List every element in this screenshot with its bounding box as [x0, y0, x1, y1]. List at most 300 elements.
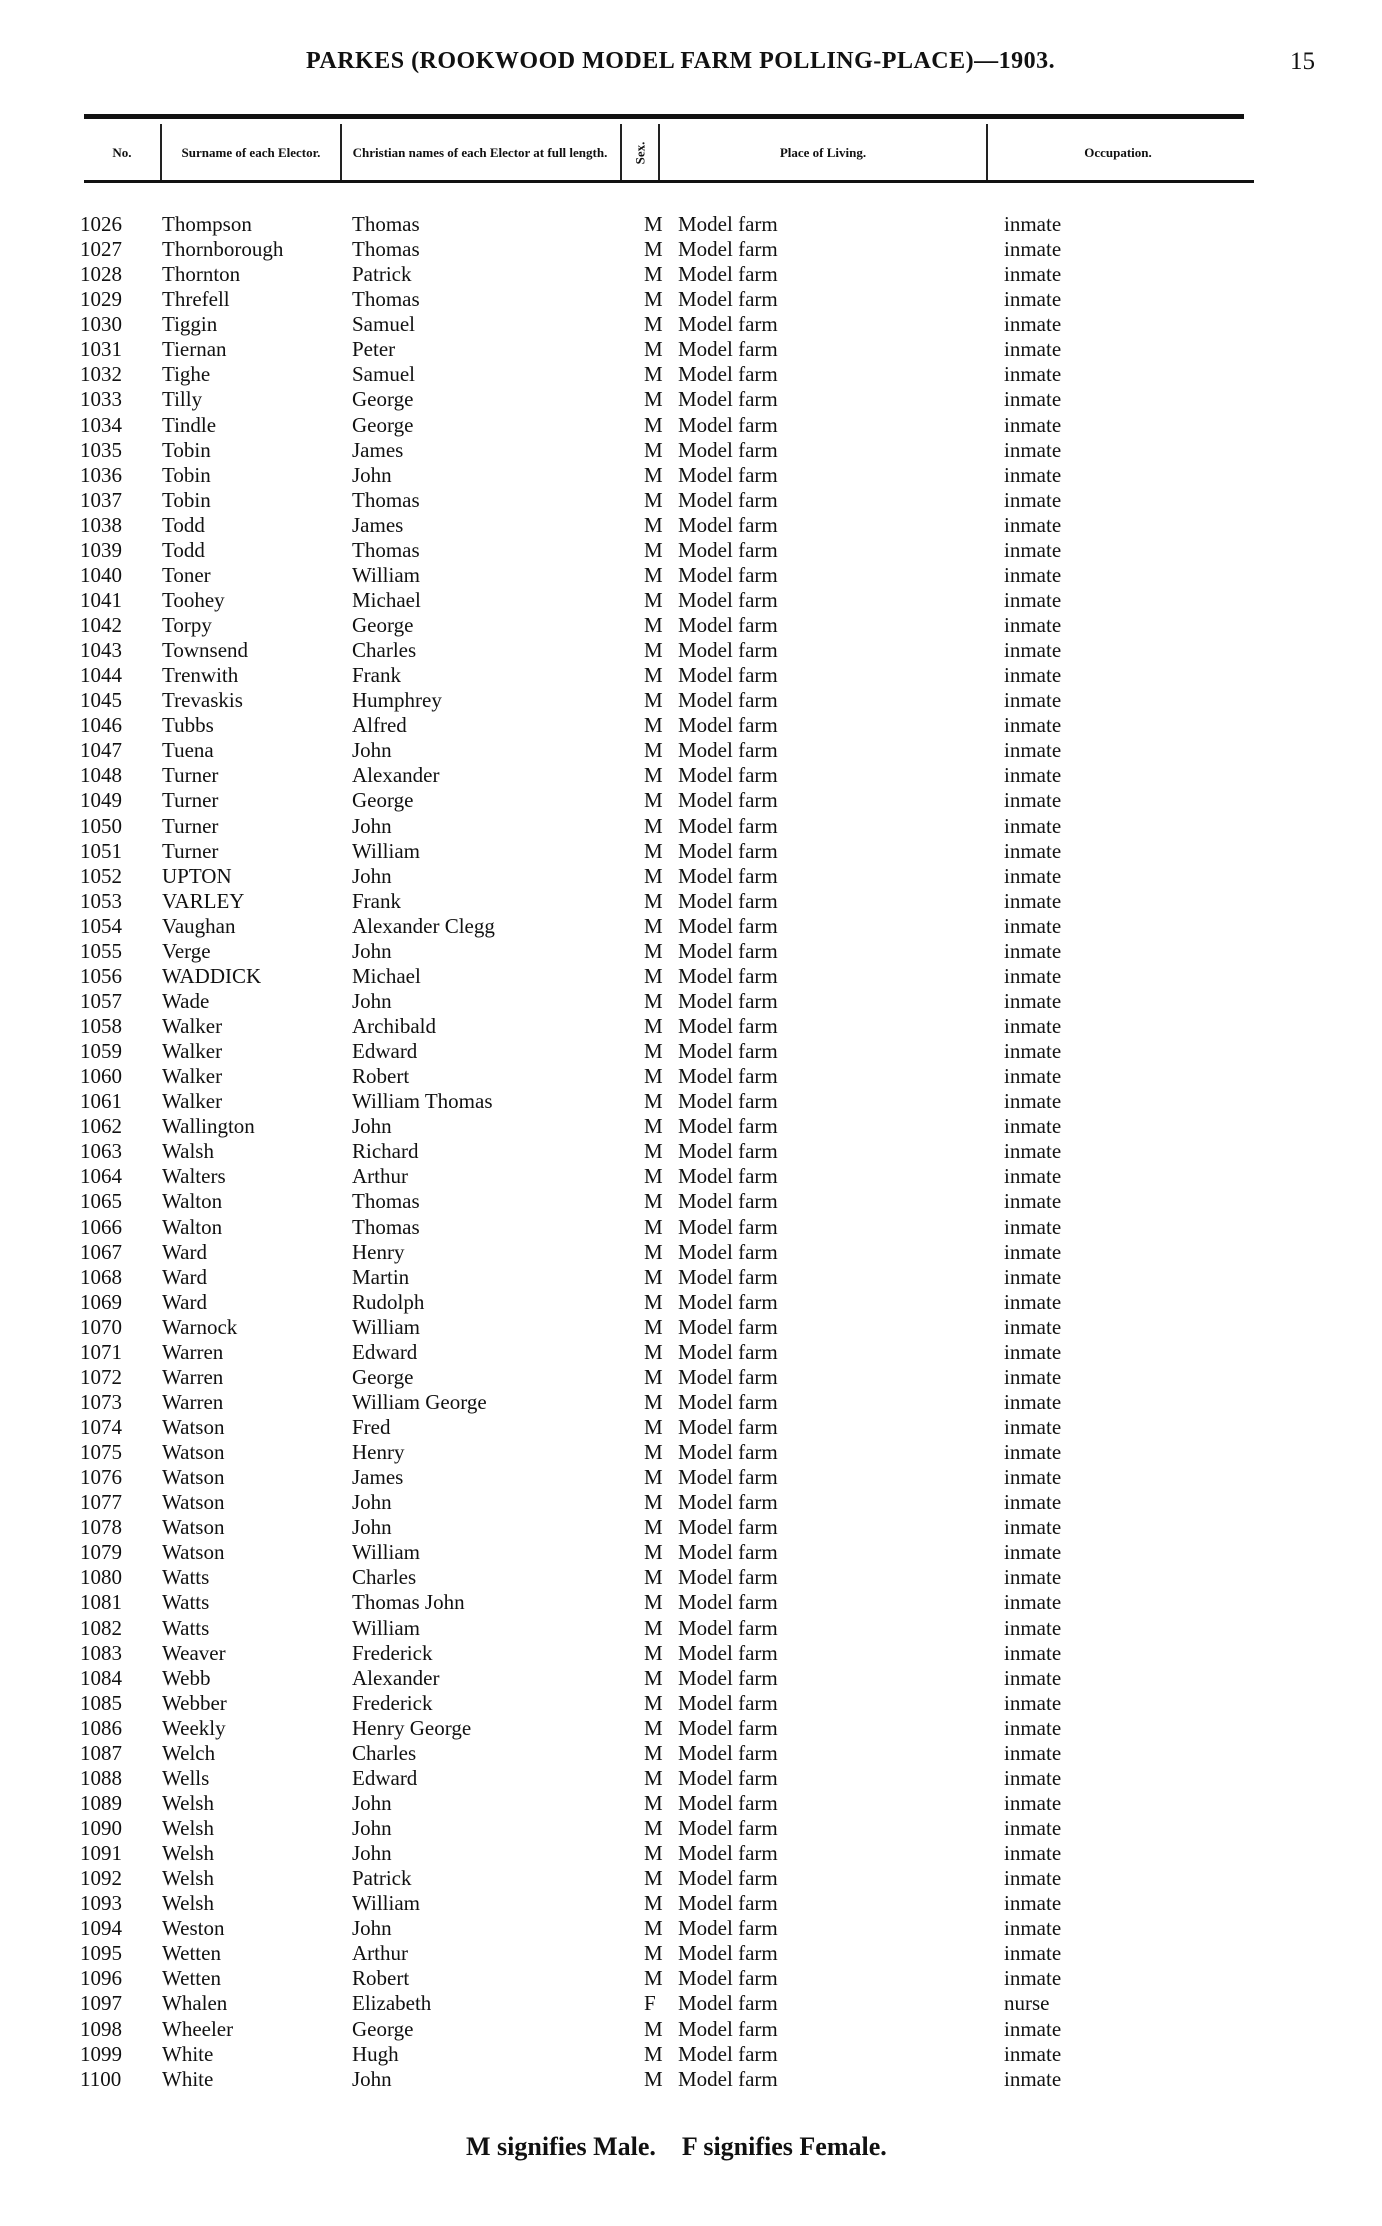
elector-place-of-living: Model farm	[678, 1064, 778, 1089]
column-header-surname: Surname of each Elector.	[181, 145, 321, 160]
elector-christian-names: William	[352, 838, 420, 863]
elector-number: 1088	[80, 1765, 122, 1790]
elector-place-of-living: Model farm	[678, 237, 778, 262]
elector-occupation: inmate	[1004, 587, 1062, 612]
table-row	[0, 237, 1382, 262]
elector-christian-names: Frederick	[352, 1690, 433, 1715]
elector-christian-names: Alexander	[352, 763, 440, 788]
elector-christian-names: John	[352, 1490, 392, 1515]
elector-occupation: inmate	[1004, 2066, 1062, 2091]
elector-number: 1048	[80, 763, 122, 788]
elector-place-of-living: Model farm	[678, 1164, 778, 1189]
elector-place-of-living: Model farm	[678, 1891, 778, 1916]
elector-christian-names: William Thomas	[352, 1089, 493, 1114]
table-row	[0, 1841, 1382, 1866]
elector-surname: Trevaskis	[162, 688, 243, 713]
elector-christian-names: John	[352, 863, 392, 888]
elector-occupation: inmate	[1004, 713, 1062, 738]
elector-surname: Tuena	[162, 738, 214, 763]
elector-number: 1030	[80, 312, 122, 337]
elector-place-of-living: Model farm	[678, 1189, 778, 1214]
elector-christian-names: Thomas	[352, 487, 420, 512]
column-header-sex	[622, 124, 658, 182]
table-row	[0, 1741, 1382, 1766]
elector-occupation: inmate	[1004, 663, 1062, 688]
elector-surname: Welsh	[162, 1841, 214, 1866]
elector-number: 1040	[80, 562, 122, 587]
elector-occupation: inmate	[1004, 1941, 1062, 1966]
elector-surname: Tiggin	[162, 312, 218, 337]
elector-number: 1037	[80, 487, 122, 512]
elector-occupation: inmate	[1004, 963, 1062, 988]
page-number: 15	[1290, 48, 1315, 75]
elector-sex: M	[644, 1765, 663, 1790]
elector-place-of-living: Model farm	[678, 462, 778, 487]
elector-place-of-living: Model farm	[678, 362, 778, 387]
elector-place-of-living: Model farm	[678, 613, 778, 637]
elector-number: 1067	[80, 1239, 122, 1264]
elector-sex: M	[644, 412, 663, 437]
elector-occupation: inmate	[1004, 1490, 1062, 1515]
elector-place-of-living: Model farm	[678, 512, 778, 537]
table-row	[0, 1816, 1382, 1841]
elector-sex: M	[644, 1139, 663, 1164]
elector-christian-names: Frank	[352, 663, 401, 688]
elector-surname: Weston	[162, 1916, 225, 1941]
elector-sex: M	[644, 562, 663, 587]
top-rule	[84, 114, 1244, 119]
elector-surname: Tobin	[162, 462, 211, 487]
elector-sex: M	[644, 212, 663, 236]
elector-surname: Watson	[162, 1465, 225, 1490]
elector-place-of-living: Model farm	[678, 888, 778, 913]
elector-number: 1091	[80, 1841, 122, 1866]
elector-place-of-living: Model farm	[678, 1740, 778, 1765]
elector-sex: M	[644, 1941, 663, 1966]
elector-number: 1071	[80, 1339, 122, 1364]
elector-surname: Watts	[162, 1615, 210, 1640]
elector-occupation: inmate	[1004, 462, 1062, 487]
elector-christian-names: John	[352, 988, 392, 1013]
elector-number: 1039	[80, 537, 122, 562]
elector-number: 1092	[80, 1866, 122, 1891]
elector-christian-names: George	[352, 387, 414, 412]
elector-occupation: inmate	[1004, 1139, 1062, 1164]
elector-occupation: inmate	[1004, 638, 1062, 663]
elector-sex: M	[644, 1615, 663, 1640]
elector-number: 1036	[80, 462, 122, 487]
elector-christian-names: Charles	[352, 638, 417, 663]
elector-sex: M	[644, 2041, 663, 2066]
table-row	[0, 964, 1382, 989]
elector-place-of-living: Model farm	[678, 763, 778, 788]
elector-occupation: inmate	[1004, 1515, 1062, 1540]
elector-place-of-living: Model farm	[678, 638, 778, 663]
elector-christian-names: Thomas	[352, 287, 420, 312]
elector-sex: M	[644, 1590, 663, 1615]
elector-place-of-living: Model farm	[678, 287, 778, 312]
table-row	[0, 212, 1382, 237]
table-row	[0, 1866, 1382, 1891]
elector-sex: M	[644, 1891, 663, 1916]
elector-surname: Toohey	[162, 587, 225, 612]
elector-occupation: inmate	[1004, 1916, 1062, 1941]
elector-occupation: inmate	[1004, 1615, 1062, 1640]
elector-surname: Watson	[162, 1515, 225, 1540]
elector-christian-names: James	[352, 1465, 404, 1490]
elector-occupation: inmate	[1004, 1415, 1062, 1439]
elector-surname: Turner	[162, 788, 219, 813]
elector-place-of-living: Model farm	[678, 1866, 778, 1891]
elector-sex: M	[644, 237, 663, 262]
elector-christian-names: John	[352, 1816, 392, 1840]
elector-sex: M	[644, 1339, 663, 1364]
elector-sex: F	[644, 1991, 656, 2016]
elector-surname: White	[162, 2066, 214, 2091]
elector-place-of-living: Model farm	[678, 1089, 778, 1114]
elector-christian-names: William George	[352, 1389, 487, 1414]
elector-christian-names: Arthur	[352, 1164, 408, 1189]
elector-occupation: inmate	[1004, 1064, 1062, 1089]
elector-christian-names: Charles	[352, 1565, 417, 1590]
table-row	[0, 538, 1382, 563]
elector-place-of-living: Model farm	[678, 788, 778, 813]
elector-surname: Webber	[162, 1690, 227, 1715]
table-row	[0, 814, 1382, 839]
elector-place-of-living: Model farm	[678, 838, 778, 863]
elector-place-of-living: Model farm	[678, 1415, 778, 1439]
table-row	[0, 1014, 1382, 1039]
elector-sex: M	[644, 1114, 663, 1139]
elector-christian-names: Martin	[352, 1264, 410, 1289]
elector-christian-names: Richard	[352, 1139, 419, 1164]
table-row	[0, 488, 1382, 513]
elector-sex: M	[644, 1064, 663, 1089]
elector-surname: Verge	[162, 938, 211, 963]
elector-surname: Turner	[162, 813, 219, 838]
elector-place-of-living: Model farm	[678, 1966, 778, 1991]
elector-number: 1079	[80, 1540, 122, 1565]
elector-sex: M	[644, 1214, 663, 1239]
elector-surname: Thornton	[162, 262, 241, 287]
elector-number: 1058	[80, 1014, 122, 1038]
elector-occupation: inmate	[1004, 1189, 1062, 1214]
table-row	[0, 1114, 1382, 1139]
elector-sex: M	[644, 1690, 663, 1715]
elector-number: 1073	[80, 1389, 122, 1414]
elector-surname: Tighe	[162, 362, 211, 387]
table-row	[0, 463, 1382, 488]
elector-number: 1060	[80, 1064, 122, 1089]
elector-occupation: inmate	[1004, 1841, 1062, 1866]
elector-surname: Watson	[162, 1490, 225, 1515]
elector-surname: Watts	[162, 1590, 210, 1615]
table-row	[0, 1791, 1382, 1816]
elector-surname: Wade	[162, 988, 210, 1013]
elector-number: 1056	[80, 963, 122, 988]
elector-sex: M	[644, 1790, 663, 1815]
table-row	[0, 738, 1382, 763]
elector-christian-names: William	[352, 1615, 420, 1640]
elector-occupation: inmate	[1004, 1264, 1062, 1289]
elector-occupation: inmate	[1004, 562, 1062, 587]
table-row	[0, 638, 1382, 663]
table-row	[0, 1590, 1382, 1615]
elector-sex: M	[644, 1866, 663, 1891]
elector-occupation: inmate	[1004, 813, 1062, 838]
elector-number: 1087	[80, 1740, 122, 1765]
table-row	[0, 864, 1382, 889]
elector-place-of-living: Model farm	[678, 1640, 778, 1665]
elector-christian-names: Patrick	[352, 262, 412, 287]
elector-surname: Weaver	[162, 1640, 226, 1665]
elector-occupation: inmate	[1004, 2041, 1062, 2066]
elector-christian-names: William	[352, 1540, 420, 1565]
elector-christian-names: George	[352, 788, 414, 813]
table-row	[0, 1164, 1382, 1189]
elector-occupation: inmate	[1004, 212, 1062, 236]
elector-christian-names: Edward	[352, 1039, 418, 1064]
elector-number: 1029	[80, 287, 122, 312]
elector-surname: Ward	[162, 1239, 207, 1264]
elector-surname: Ward	[162, 1289, 207, 1314]
elector-surname: Trenwith	[162, 663, 239, 688]
elector-occupation: inmate	[1004, 1816, 1062, 1840]
elector-place-of-living: Model farm	[678, 337, 778, 362]
elector-christian-names: James	[352, 437, 404, 462]
elector-occupation: inmate	[1004, 1891, 1062, 1916]
table-row	[0, 1290, 1382, 1315]
elector-place-of-living: Model farm	[678, 1690, 778, 1715]
elector-number: 1070	[80, 1314, 122, 1339]
elector-place-of-living: Model farm	[678, 688, 778, 713]
elector-number: 1042	[80, 613, 122, 637]
elector-place-of-living: Model farm	[678, 1014, 778, 1038]
elector-occupation: inmate	[1004, 312, 1062, 337]
elector-occupation: inmate	[1004, 1014, 1062, 1038]
table-row	[0, 1691, 1382, 1716]
elector-sex: M	[644, 1640, 663, 1665]
elector-place-of-living: Model farm	[678, 1364, 778, 1389]
elector-number: 1085	[80, 1690, 122, 1715]
elector-number: 1038	[80, 512, 122, 537]
table-row	[0, 1565, 1382, 1590]
elector-christian-names: George	[352, 613, 414, 637]
elector-place-of-living: Model farm	[678, 1665, 778, 1690]
elector-surname: Welch	[162, 1740, 216, 1765]
elector-occupation: inmate	[1004, 387, 1062, 412]
elector-surname: Ward	[162, 1264, 207, 1289]
elector-place-of-living: Model farm	[678, 1465, 778, 1490]
elector-number: 1066	[80, 1214, 122, 1239]
elector-surname: Tiernan	[162, 337, 227, 362]
header-rule	[84, 180, 1254, 183]
elector-occupation: inmate	[1004, 1039, 1062, 1064]
elector-surname: Todd	[162, 512, 205, 537]
elector-occupation: inmate	[1004, 738, 1062, 763]
elector-occupation: inmate	[1004, 863, 1062, 888]
elector-sex: M	[644, 888, 663, 913]
elector-christian-names: Robert	[352, 1966, 410, 1991]
elector-occupation: inmate	[1004, 337, 1062, 362]
table-row	[0, 1365, 1382, 1390]
elector-occupation: inmate	[1004, 362, 1062, 387]
elector-sex: M	[644, 963, 663, 988]
elector-sex: M	[644, 1264, 663, 1289]
elector-place-of-living: Model farm	[678, 938, 778, 963]
elector-sex: M	[644, 1389, 663, 1414]
elector-occupation: inmate	[1004, 888, 1062, 913]
elector-number: 1077	[80, 1490, 122, 1515]
elector-christian-names: Arthur	[352, 1941, 408, 1966]
elector-sex: M	[644, 1239, 663, 1264]
elector-surname: Toner	[162, 562, 211, 587]
table-row	[0, 1189, 1382, 1214]
elector-sex: M	[644, 2016, 663, 2041]
table-row	[0, 1440, 1382, 1465]
elector-number: 1045	[80, 688, 122, 713]
table-row	[0, 1616, 1382, 1641]
elector-surname: Walters	[162, 1164, 226, 1189]
elector-christian-names: John	[352, 462, 392, 487]
elector-sex: M	[644, 337, 663, 362]
column-header-sex-label: Sex.	[632, 141, 647, 165]
elector-christian-names: Fred	[352, 1415, 391, 1439]
elector-occupation: inmate	[1004, 988, 1062, 1013]
page-header	[0, 48, 1382, 78]
elector-surname: Welsh	[162, 1790, 214, 1815]
table-row	[0, 337, 1382, 362]
elector-place-of-living: Model farm	[678, 212, 778, 236]
elector-sex: M	[644, 1966, 663, 1991]
elector-christian-names: Samuel	[352, 362, 415, 387]
elector-christian-names: Henry George	[352, 1715, 472, 1740]
elector-place-of-living: Model farm	[678, 1440, 778, 1465]
elector-place-of-living: Model farm	[678, 1389, 778, 1414]
elector-christian-names: Michael	[352, 587, 421, 612]
elector-number: 1053	[80, 888, 122, 913]
elector-place-of-living: Model farm	[678, 562, 778, 587]
elector-number: 1093	[80, 1891, 122, 1916]
elector-number: 1100	[80, 2066, 122, 2091]
elector-surname: Watson	[162, 1540, 225, 1565]
elector-christian-names: Archibald	[352, 1014, 436, 1038]
elector-occupation: inmate	[1004, 1740, 1062, 1765]
elector-christian-names: Alexander Clegg	[352, 913, 495, 938]
elector-christian-names: John	[352, 1114, 392, 1139]
elector-place-of-living: Model farm	[678, 1991, 778, 2016]
table-row	[0, 663, 1382, 688]
table-row	[0, 1540, 1382, 1565]
elector-surname: Tilly	[162, 387, 203, 412]
elector-surname: Webb	[162, 1665, 211, 1690]
elector-sex: M	[644, 1289, 663, 1314]
elector-christian-names: Alfred	[352, 713, 407, 738]
elector-number: 1032	[80, 362, 122, 387]
elector-sex: M	[644, 838, 663, 863]
elector-number: 1074	[80, 1415, 122, 1439]
elector-number: 1051	[80, 838, 122, 863]
elector-surname: Threfell	[162, 287, 230, 312]
elector-christian-names: Edward	[352, 1765, 418, 1790]
column-header-place-of-living: Place of Living.	[779, 145, 867, 160]
table-row	[0, 1340, 1382, 1365]
elector-place-of-living: Model farm	[678, 963, 778, 988]
elector-place-of-living: Model farm	[678, 487, 778, 512]
elector-sex: M	[644, 387, 663, 412]
elector-occupation: inmate	[1004, 1364, 1062, 1389]
elector-place-of-living: Model farm	[678, 713, 778, 738]
elector-sex: M	[644, 763, 663, 788]
elector-place-of-living: Model farm	[678, 988, 778, 1013]
elector-christian-names: John	[352, 1515, 392, 1540]
elector-occupation: inmate	[1004, 237, 1062, 262]
elector-place-of-living: Model farm	[678, 1715, 778, 1740]
elector-christian-names: William	[352, 1314, 420, 1339]
elector-christian-names: James	[352, 512, 404, 537]
elector-occupation: inmate	[1004, 1089, 1062, 1114]
elector-occupation: inmate	[1004, 1565, 1062, 1590]
elector-sex: M	[644, 1440, 663, 1465]
elector-occupation: inmate	[1004, 1790, 1062, 1815]
elector-number: 1055	[80, 938, 122, 963]
elector-sex: M	[644, 688, 663, 713]
table-row	[0, 1089, 1382, 1114]
elector-occupation: inmate	[1004, 938, 1062, 963]
elector-occupation: inmate	[1004, 1465, 1062, 1490]
elector-number: 1049	[80, 788, 122, 813]
elector-number: 1080	[80, 1565, 122, 1590]
elector-sex: M	[644, 1490, 663, 1515]
elector-surname: UPTON	[162, 863, 232, 888]
elector-place-of-living: Model farm	[678, 1841, 778, 1866]
elector-number: 1086	[80, 1715, 122, 1740]
elector-sex: M	[644, 287, 663, 312]
elector-sex: M	[644, 1715, 663, 1740]
elector-occupation: inmate	[1004, 1164, 1062, 1189]
elector-place-of-living: Model farm	[678, 1490, 778, 1515]
elector-place-of-living: Model farm	[678, 1289, 778, 1314]
elector-christian-names: John	[352, 1916, 392, 1941]
elector-sex: M	[644, 312, 663, 337]
elector-occupation: inmate	[1004, 1114, 1062, 1139]
elector-place-of-living: Model farm	[678, 913, 778, 938]
elector-place-of-living: Model farm	[678, 2066, 778, 2091]
elector-number: 1089	[80, 1790, 122, 1815]
elector-surname: Thornborough	[162, 237, 284, 262]
elector-christian-names: Thomas John	[352, 1590, 465, 1615]
elector-christian-names: George	[352, 2016, 414, 2041]
elector-number: 1098	[80, 2016, 122, 2041]
elector-place-of-living: Model farm	[678, 2016, 778, 2041]
elector-place-of-living: Model farm	[678, 738, 778, 763]
elector-surname: VARLEY	[162, 888, 245, 913]
elector-occupation: inmate	[1004, 1665, 1062, 1690]
elector-christian-names: Peter	[352, 337, 396, 362]
elector-christian-names: Rudolph	[352, 1289, 425, 1314]
table-row	[0, 1966, 1382, 1991]
elector-sex: M	[644, 1089, 663, 1114]
elector-surname: Watson	[162, 1415, 225, 1439]
elector-sex: M	[644, 1189, 663, 1214]
elector-place-of-living: Model farm	[678, 1314, 778, 1339]
footnote	[466, 2132, 887, 2162]
elector-number: 1035	[80, 437, 122, 462]
elector-surname: Vaughan	[162, 913, 236, 938]
elector-number: 1099	[80, 2041, 122, 2066]
elector-occupation: inmate	[1004, 2016, 1062, 2041]
table-row	[0, 989, 1382, 1014]
